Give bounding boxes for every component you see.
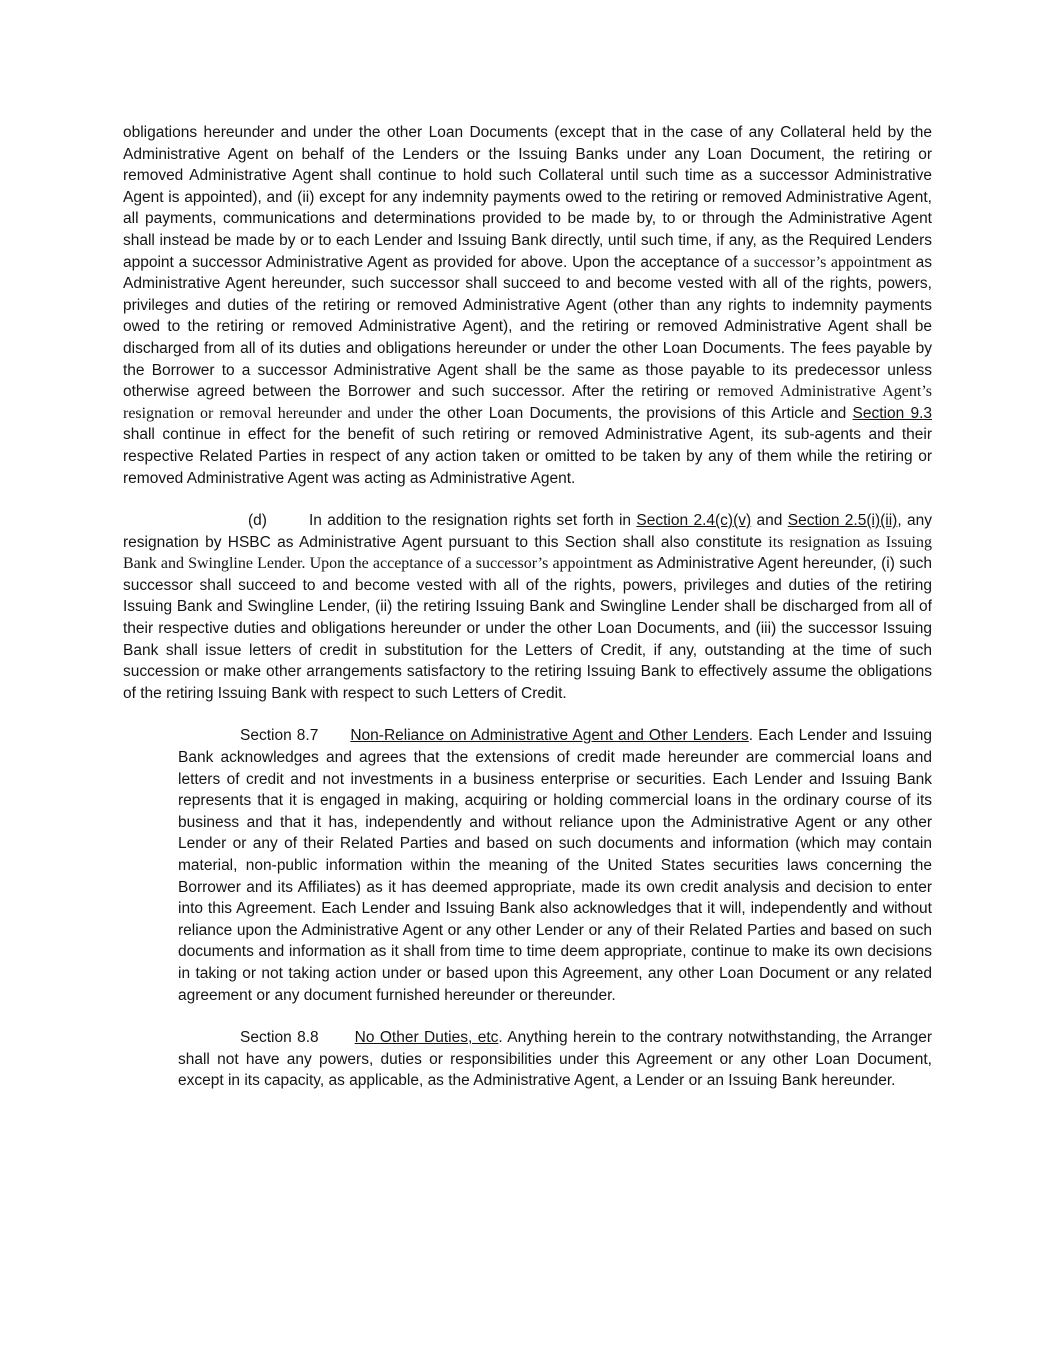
text-run: as Administrative Agent hereunder, (i) such successor shall succeed to and become vested with all of the rights, powers, privileges and duties of the retiring Issuing Bank and Swingline Lender, (ii) the retiring Issuing Bank and Swingline Lender shall be discharged from all of their respective duties and obligations hereunder or under the other Loan Documents, and (iii) the successor Issuing Bank shall issue letters of credit in substitution for the Letters of Credit, if any, outstanding at the time of such succession or make other arrangements satisfactory to the retiring Issuing Bank to effectively assume the obligations of the retiring Issuing Bank with respect to such Letters of Credit. <box>123 555 933 702</box>
cross-reference: No Other Duties, etc <box>354 1029 499 1047</box>
cross-reference: Section 2.4(c)(v) <box>636 512 752 530</box>
cross-reference: Section 9.3 <box>852 404 932 422</box>
section-8-7 <box>178 725 932 1006</box>
subparagraph-d <box>123 510 932 704</box>
text-run: as Administrative Agent hereunder, such successor shall succeed to and become vested with all of the rights, powers, privileges and duties of the retiring or removed Administrative Agent (other than any rights to indemnity payments owed to the retiring or removed Administrative Agent), and the retiring or removed Administrative Agent shall be discharged from all of its duties and obligations hereunder or under the other Loan Documents. The fees payable by the Borrower to a successor Administrative Agent shall be the same as those payable to its predecessor unless otherwise agreed between the Borrower and such successor. After the retiring or <box>123 253 932 401</box>
text-run: a successor’s appointment <box>742 253 911 271</box>
text-run: removed Administrative Agent’s resignation or removal hereunder and under <box>123 383 933 422</box>
text-run: shall continue in effect for the benefit of such retiring or removed Administrative Agent, its sub-agents and their respective Related Parties in respect of any action taken or omitted to be taken by any of them while the retiring or removed Administrative Agent was acting as Administrative Agent. <box>123 426 932 487</box>
text-run: . Each Lender and Issuing Bank acknowledges and agrees that the extensions of credit made hereunder are commercial loans and letters of credit and not investments in a business enterprise or securities. Each Lender and Issuing Bank represents that it is engaged in making, acquiring or holding commercial loans in the ordinary course of its business and that it has, independently and without reliance upon the Administrative Agent or any other Lender or any of their Related Parties and based on such documents and information (which may contain material, non-public information within the meaning of the United States securities laws concerning the Borrower and its Affiliates) as it has deemed appropriate, made its own credit analysis and decision to enter into this Agreement. Each Lender and Issuing Bank also acknowledges that it will, independently and without reliance upon the Administrative Agent or any other Lender or any of their Related Parties and based on such documents and information as it shall from time to time deem appropriate, continue to make its own decisions in taking or not taking action under or based upon this Agreement, any other Loan Document or any related agreement or any document furnished hereunder or thereunder. <box>178 727 932 1004</box>
text-run: obligations hereunder and under the other Loan Documents (except that in the case of any Collateral held by the Administrative Agent on behalf of the Lenders or the Issuing Banks under any Loan Document, the retiring or removed Administrative Agent shall continue to hold such Collateral until such time as a successor Administrative Agent is appointed), and (ii) except for any indemnity payments owed to the retiring or removed Administrative Agent, all payments, communications and determinations provided to be made by, to or through the Administrative Agent shall instead be made by or to each Lender and Issuing Bank directly, until such time, if any, as the Required Lenders appoint a successor Administrative Agent as provided for above. Upon the acceptance of <box>123 124 932 271</box>
text-run: (d) <box>248 512 267 530</box>
text-run: the other Loan Documents, the provisions of this Article and <box>413 404 853 422</box>
cross-reference: Non-Reliance on Administrative Agent and Other Lenders <box>350 727 749 745</box>
text-run: In addition to the resignation rights set forth in <box>308 512 637 530</box>
tab-space <box>319 1041 355 1042</box>
text-run: . Anything herein to the contrary notwithstanding, the Arranger shall not have any powers, duties or responsibilities under this Agreement or any other Loan Document, except in its capacity, as applicable, as the Administrative Agent, a Lender or an Issuing Bank hereunder. <box>178 1029 932 1090</box>
text-run: its resignation as Issuing Bank and Swingline Lender. Upon the acceptance of a successor’s appointment <box>123 533 932 573</box>
tab-space <box>267 524 309 525</box>
continuation-paragraph <box>123 122 932 489</box>
document-body <box>123 122 932 1092</box>
cross-reference: Section 2.5(i)(ii) <box>787 512 898 530</box>
text-run: Section 8.7 <box>240 727 319 745</box>
text-run: , any resignation by HSBC as Administrative Agent pursuant to this Section shall also constitute <box>123 512 933 551</box>
text-run: Section 8.8 <box>240 1029 319 1047</box>
tab-space <box>318 739 350 740</box>
section-8-8 <box>178 1027 932 1092</box>
text-run: and <box>751 512 788 530</box>
